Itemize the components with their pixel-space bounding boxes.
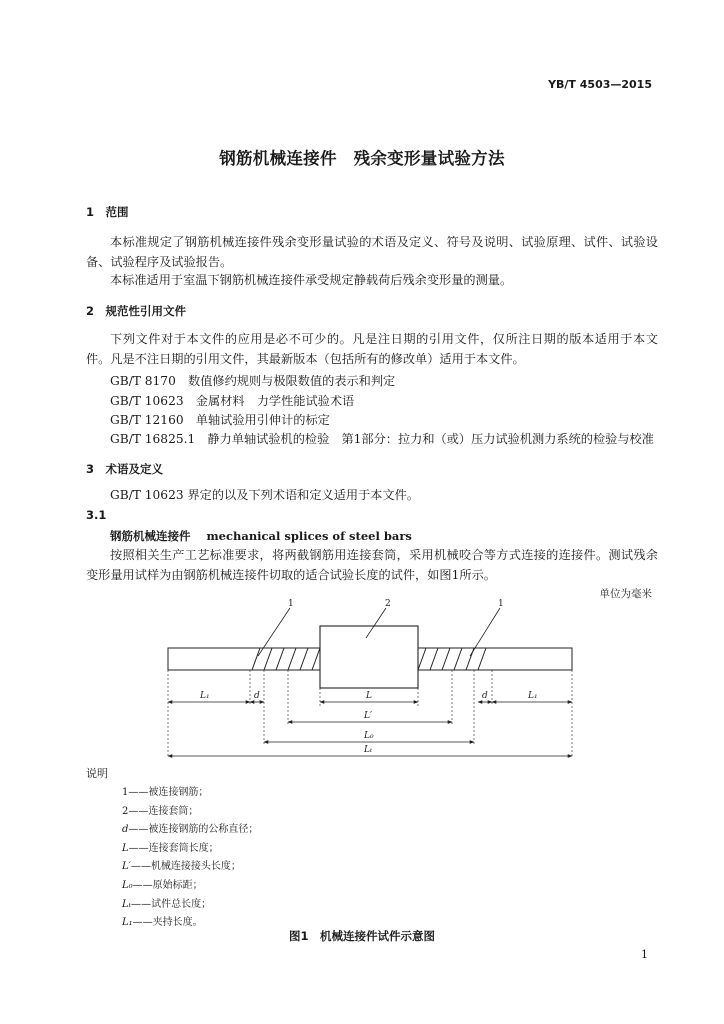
normative-ref-2: GB/T 10623 金属材料 力学性能试验术语 (110, 394, 355, 408)
document-title: 钢筋机械连接件 残余变形量试验方法 (219, 149, 505, 168)
section-3-heading: 3 术语及定义 (86, 462, 164, 476)
term-entry (110, 528, 412, 544)
figure-caption: 图1 机械连接件试件示意图 (288, 929, 435, 943)
term-definition: 按照相关生产工艺标准要求，将两截钢筋用连接套筒，采用机械咬合等方式连接的连接件。测试残余变形量用试样为由钢筋机械连接件切取的适合试验长度的试件，如图1所示。 (86, 548, 658, 582)
section-1-heading: 1 范围 (86, 205, 129, 219)
dim-label-d-right: d (482, 691, 488, 701)
normative-ref-4: GB/T 16825.1 静力单轴试验机的检验 第1部分：拉力和（或）压力试验机测力系统的检验与校准 (110, 432, 654, 446)
page-number: 1 (641, 948, 648, 961)
section-3-para-1: GB/T 10623 界定的以及下列术语和定义适用于本文件。 (110, 488, 420, 502)
legend-item: 1——被连接钢筋； (122, 787, 209, 798)
clause-number-3-1: 3.1 (86, 508, 107, 522)
specimen-diagram (0, 598, 724, 768)
term-english: mechanical splices of steel bars (206, 529, 412, 543)
section-2-heading: 2 规范性引用文件 (86, 304, 187, 318)
dim-label-grip-right: L₁ (528, 691, 538, 701)
dim-label-sleeve: L (366, 691, 372, 701)
section-1-para-2: 本标准适用于室温下钢筋机械连接件承受规定静载荷后残余变形量的测量。 (110, 273, 513, 287)
normative-ref-3: GB/T 12160 单轴试验用引伸计的标定 (110, 413, 330, 427)
legend-item: 2——连接套筒； (122, 805, 199, 817)
dim-label-Lt: Lₜ (364, 745, 373, 755)
legend-title: 说明 (86, 767, 108, 780)
coupler-sleeve (320, 626, 418, 688)
term-chinese: 钢筋机械连接件 (110, 529, 191, 543)
dim-label-L0: L₀ (364, 731, 374, 741)
legend-item: d——被连接钢筋的公称直径； (122, 824, 259, 836)
legend-item: Lₜ——试件总长度； (122, 898, 212, 910)
callout-2: 2 (385, 599, 391, 609)
section-1-para-1: 本标准规定了钢筋机械连接件残余变形量试验的术语及定义、符号及说明、试验原理、试件、试验设备、试验程序及试验报告。 (86, 235, 658, 269)
callout-1-left: 1 (288, 599, 294, 609)
legend-item: L₀——原始标距； (122, 879, 203, 891)
figure-unit-note: 单位为毫米 (599, 588, 652, 600)
normative-ref-1: GB/T 8170 数值修约规则与极限数值的表示和判定 (110, 374, 396, 388)
dim-label-d-left: d (254, 691, 260, 701)
section-2-para-1: 下列文件对于本文件的应用是必不可少的。凡是注日期的引用文件，仅所注日期的版本适用于本文件。凡是不注日期的引用文件，其最新版本（包括所有的修改单）适用于本文件。 (86, 332, 658, 366)
legend-item: L₁——夹持长度。 (122, 917, 203, 929)
callout-1-right: 1 (498, 599, 504, 609)
legend-item: L——连接套筒长度； (122, 842, 219, 854)
dim-label-grip-left: L₁ (200, 691, 210, 701)
standard-number: YB/T 4503—2015 (548, 78, 652, 91)
steel-bar-right (418, 648, 572, 670)
dim-label-Lprime: L′ (364, 711, 373, 721)
legend-item: L′——机械连接接头长度； (122, 861, 241, 873)
legend-list (122, 784, 258, 933)
steel-bar-left (168, 648, 320, 670)
